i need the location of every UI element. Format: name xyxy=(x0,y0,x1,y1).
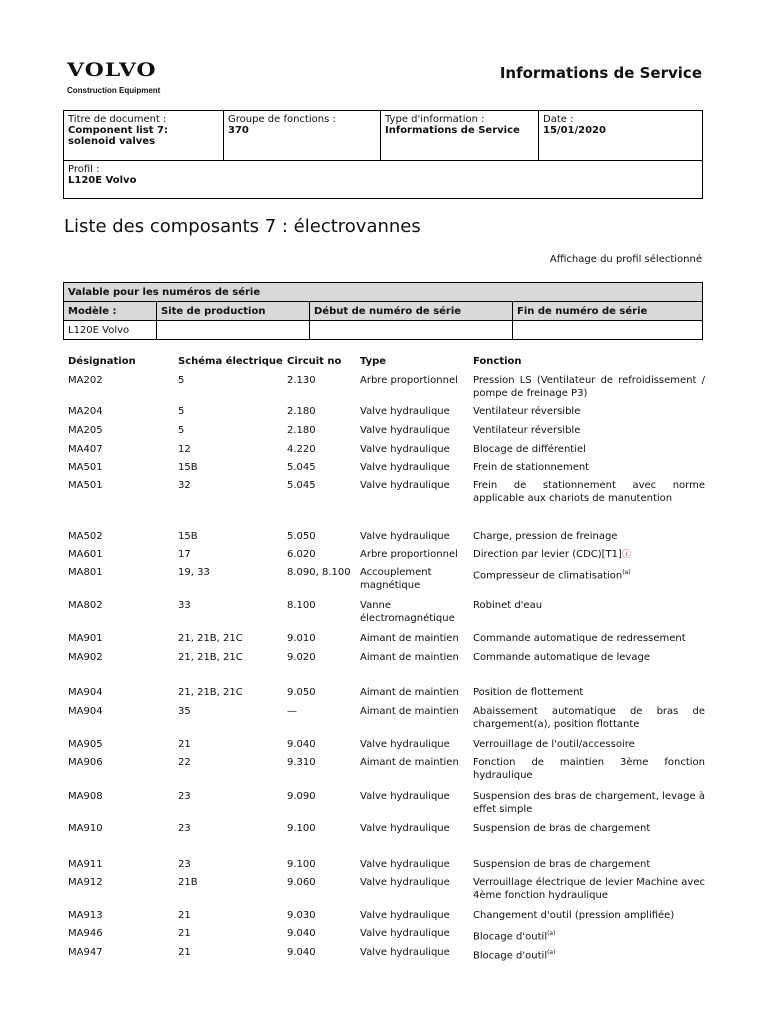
circuit-cell: 5.050 xyxy=(287,531,316,542)
service-heading: Informations de Service xyxy=(499,64,702,82)
schema-cell: 22 xyxy=(178,757,191,768)
function-cell: Verrouillage de l'outil/accessoire xyxy=(473,739,635,750)
designation-cell: MA946 xyxy=(68,928,103,939)
schema-cell: 21B xyxy=(178,877,198,888)
type-cell: Valve hydraulique xyxy=(360,406,450,417)
schema-cell: 23 xyxy=(178,791,191,802)
type-cell: Valve hydraulique xyxy=(360,928,450,939)
circuit-cell: 9.040 xyxy=(287,739,316,750)
group-value: 370 xyxy=(228,125,249,136)
type-cell: Valve hydraulique xyxy=(360,823,450,834)
serial-cell: L120E Volvo xyxy=(64,321,157,340)
schema-cell: 15B xyxy=(178,462,198,473)
circuit-cell: 2.180 xyxy=(287,406,316,417)
designation-cell: MA905 xyxy=(68,739,103,750)
schema-cell: 21, 21B, 21C xyxy=(178,687,243,698)
info-icon[interactable]: ⓘ xyxy=(621,550,631,560)
profile-value: L120E Volvo xyxy=(68,175,137,186)
volvo-logo: VOLVO xyxy=(67,59,157,81)
function-cell: Suspension de bras de chargement xyxy=(473,823,651,834)
type-cell: Valve hydraulique xyxy=(360,462,450,473)
col-header: Fonction xyxy=(473,356,522,367)
type-cell: Aimant de maintien xyxy=(360,706,459,717)
circuit-cell: 9.100 xyxy=(287,823,316,834)
footnote-mark: (a) xyxy=(622,569,631,576)
circuit-cell: 9.020 xyxy=(287,652,316,663)
function-cell xyxy=(473,566,705,582)
schema-cell: 21 xyxy=(178,928,191,939)
schema-cell: 5 xyxy=(178,425,185,436)
schema-cell: 5 xyxy=(178,406,185,417)
designation-cell: MA502 xyxy=(68,531,103,542)
profile-note: Affichage du profil sélectionné xyxy=(549,254,702,265)
function-cell: Changement d'outil (pression amplifiée) xyxy=(473,910,675,921)
serial-cell xyxy=(513,321,703,340)
circuit-cell: 8.090, 8.100 xyxy=(287,567,351,578)
circuit-cell: — xyxy=(287,706,297,717)
schema-cell: 33 xyxy=(178,600,191,611)
function-cell: Verrouillage électrique de levier Machine avec 4ème fonction hydraulique xyxy=(473,877,705,901)
circuit-cell: 9.040 xyxy=(287,947,316,958)
function-cell: Frein de stationnement xyxy=(473,462,590,473)
schema-cell: 21 xyxy=(178,947,191,958)
serial-table xyxy=(63,282,703,340)
schema-cell: 21, 21B, 21C xyxy=(178,652,243,663)
col-header: Schéma électrique xyxy=(178,356,283,367)
schema-cell: 12 xyxy=(178,444,191,455)
type-cell: Aimant de maintien xyxy=(360,687,459,698)
designation-cell: MA947 xyxy=(68,947,103,958)
function-cell: Commande automatique de levage xyxy=(473,652,650,663)
schema-cell: 32 xyxy=(178,480,191,491)
type-cell: Accouplement magnétique xyxy=(360,567,432,591)
page-title: Liste des composants 7 : électrovannes xyxy=(64,216,421,237)
type-cell: Valve hydraulique xyxy=(360,947,450,958)
type-label: Type d'information : xyxy=(385,114,485,125)
circuit-cell: 9.010 xyxy=(287,633,316,644)
function-text: Blocage d'outil xyxy=(473,950,548,962)
circuit-cell: 9.050 xyxy=(287,687,316,698)
circuit-cell: 9.100 xyxy=(287,859,316,870)
function-cell: Frein de stationnement avec norme applicable aux chariots de manutention xyxy=(473,480,705,504)
designation-cell: MA802 xyxy=(68,600,103,611)
circuit-cell: 2.130 xyxy=(287,375,316,386)
designation-cell: MA908 xyxy=(68,791,103,802)
designation-cell: MA501 xyxy=(68,462,103,473)
type-cell: Valve hydraulique xyxy=(360,791,450,802)
serial-col: Modèle : xyxy=(64,302,157,321)
type-cell: Valve hydraulique xyxy=(360,910,450,921)
function-text: Direction par levier (CDC)[T1] xyxy=(473,549,622,560)
function-cell: Suspension de bras de chargement xyxy=(473,859,651,870)
schema-cell: 23 xyxy=(178,859,191,870)
type-cell: Arbre proportionnel xyxy=(360,375,458,386)
circuit-cell: 9.060 xyxy=(287,877,316,888)
designation-cell: MA904 xyxy=(68,706,103,717)
designation-cell: MA902 xyxy=(68,652,103,663)
designation-cell: MA202 xyxy=(68,375,103,386)
footnote-mark: (a) xyxy=(547,930,556,937)
function-cell: Commande automatique de redressement xyxy=(473,633,686,644)
type-cell: Arbre proportionnel xyxy=(360,549,458,560)
designation-cell: MA901 xyxy=(68,633,103,644)
type-cell: Valve hydraulique xyxy=(360,739,450,750)
col-header: Désignation xyxy=(68,356,136,367)
title-label: Titre de document : xyxy=(68,114,167,125)
type-cell: Valve hydraulique xyxy=(360,480,450,491)
function-cell: Ventilateur réversible xyxy=(473,425,581,436)
designation-cell: MA205 xyxy=(68,425,103,436)
type-cell: Aimant de maintien xyxy=(360,652,459,663)
schema-cell: 23 xyxy=(178,823,191,834)
schema-cell: 21, 21B, 21C xyxy=(178,633,243,644)
type-value: Informations de Service xyxy=(385,125,520,136)
serial-col: Début de numéro de série xyxy=(310,302,513,321)
title-value: Component list 7: solenoid valves xyxy=(68,125,168,147)
serial-col: Fin de numéro de série xyxy=(513,302,703,321)
profile-label: Profil : xyxy=(68,164,100,175)
function-text: Compresseur de climatisation xyxy=(473,570,623,582)
schema-cell: 19, 33 xyxy=(178,567,210,578)
designation-cell: MA911 xyxy=(68,859,103,870)
function-cell: Ventilateur réversible xyxy=(473,406,581,417)
date-value: 15/01/2020 xyxy=(543,125,606,136)
schema-cell: 17 xyxy=(178,549,191,560)
circuit-cell: 5.045 xyxy=(287,462,316,473)
designation-cell: MA912 xyxy=(68,877,103,888)
brand-subtitle: Construction Equipment xyxy=(67,86,161,95)
circuit-cell: 9.040 xyxy=(287,928,316,939)
type-cell: Aimant de maintien xyxy=(360,633,459,644)
schema-cell: 35 xyxy=(178,706,191,717)
function-cell xyxy=(473,548,705,562)
designation-cell: MA204 xyxy=(68,406,103,417)
function-cell: Pression LS (Ventilateur de refroidissement / pompe de freinage P3) xyxy=(473,375,705,399)
group-label: Groupe de fonctions : xyxy=(228,114,336,125)
function-cell: Robinet d'eau xyxy=(473,600,543,611)
type-cell: Vanne électromagnétique xyxy=(360,600,455,624)
circuit-cell: 2.180 xyxy=(287,425,316,436)
document-info-table xyxy=(63,110,703,199)
serial-col: Site de production xyxy=(157,302,310,321)
function-cell: Charge, pression de freinage xyxy=(473,531,618,542)
type-cell: Valve hydraulique xyxy=(360,425,450,436)
function-cell: Abaissement automatique de bras de chargement(a), position flottante xyxy=(473,706,705,730)
function-cell: Suspension des bras de chargement, levage à effet simple xyxy=(473,791,705,815)
serial-cell xyxy=(310,321,513,340)
designation-cell: MA407 xyxy=(68,444,103,455)
schema-cell: 21 xyxy=(178,910,191,921)
circuit-cell: 5.045 xyxy=(287,480,316,491)
circuit-cell: 4.220 xyxy=(287,444,316,455)
col-header: Circuit no xyxy=(287,356,342,367)
designation-cell: MA501 xyxy=(68,480,103,491)
designation-cell: MA910 xyxy=(68,823,103,834)
circuit-cell: 9.310 xyxy=(287,757,316,768)
function-cell: Blocage de différentiel xyxy=(473,444,586,455)
schema-cell: 21 xyxy=(178,739,191,750)
designation-cell: MA801 xyxy=(68,567,103,578)
date-label: Date : xyxy=(543,114,574,125)
function-text: Blocage d'outil xyxy=(473,931,548,943)
footnote-mark: (a) xyxy=(547,949,556,956)
function-cell xyxy=(473,946,705,962)
function-cell xyxy=(473,927,705,943)
function-cell: Position de flottement xyxy=(473,687,584,698)
designation-cell: MA913 xyxy=(68,910,103,921)
circuit-cell: 9.090 xyxy=(287,791,316,802)
circuit-cell: 8.100 xyxy=(287,600,316,611)
schema-cell: 15B xyxy=(178,531,198,542)
type-cell: Aimant de maintien xyxy=(360,757,459,768)
type-cell: Valve hydraulique xyxy=(360,877,450,888)
circuit-cell: 9.030 xyxy=(287,910,316,921)
schema-cell: 5 xyxy=(178,375,185,386)
circuit-cell: 6.020 xyxy=(287,549,316,560)
serial-heading: Valable pour les numéros de série xyxy=(64,283,703,302)
designation-cell: MA904 xyxy=(68,687,103,698)
type-cell: Valve hydraulique xyxy=(360,859,450,870)
designation-cell: MA601 xyxy=(68,549,103,560)
designation-cell: MA906 xyxy=(68,757,103,768)
type-cell: Valve hydraulique xyxy=(360,444,450,455)
type-cell: Valve hydraulique xyxy=(360,531,450,542)
function-cell: Fonction de maintien 3ème fonction hydraulique xyxy=(473,757,705,781)
serial-cell xyxy=(157,321,310,340)
col-header: Type xyxy=(360,356,387,367)
